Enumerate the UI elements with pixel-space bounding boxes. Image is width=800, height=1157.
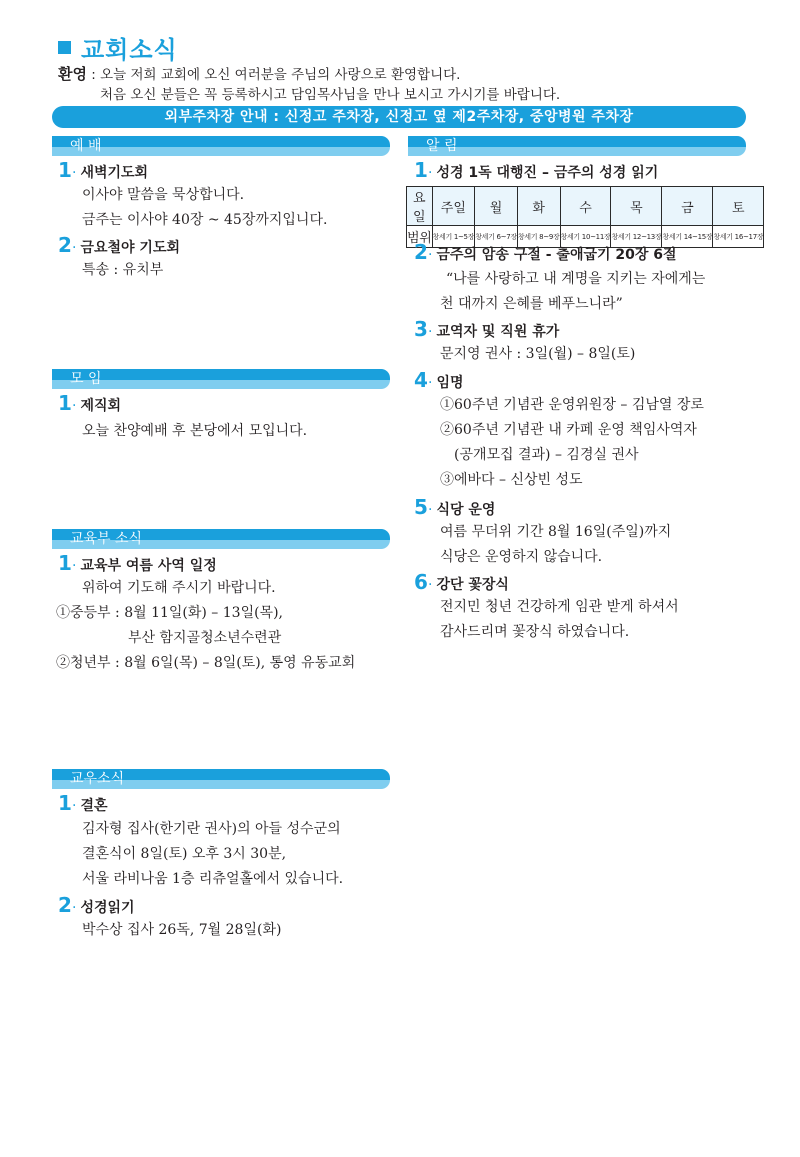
item-number: 2 [58, 233, 72, 257]
item-title: · 제직회 [72, 398, 122, 414]
welcome-label: 환영 [58, 65, 87, 83]
item-title: · 결혼 [72, 798, 108, 814]
item-body: 박수상 집사 26독, 7월 28일(화) [82, 922, 282, 938]
item-number: 1 [58, 391, 72, 415]
item-body: 위하여 기도해 주시기 바랍니다. ①중등부 : 8월 11일(화) – 13일(목), 부산 함지골청소년수련관 ②청년부 : 8월 6일(목) – 8일(토), 통영 유동교회 [56, 580, 356, 671]
item-number: 3 [414, 317, 428, 341]
item-body: ①60주년 기념관 운영위원장 – 김남열 장로 ②60주년 기념관 내 카페 운영 책임사역자 (공개모집 결과) – 김경실 권사 ③에바다 – 신상빈 성도 [440, 397, 704, 488]
table-cell: 창세기 12~13장 [611, 226, 662, 248]
item-number: 1 [414, 158, 428, 182]
section-meeting-heading: 모 임 [52, 369, 390, 389]
item-body: 문지영 권사 : 3일(월) – 8일(토) [440, 346, 636, 362]
table-cell: 창세기 14~15장 [662, 226, 713, 248]
item-number: 2 [58, 893, 72, 917]
item-body: 이사야 말씀을 묵상합니다. 금주는 이사야 40장 ~ 45장까지입니다. [82, 187, 328, 228]
table-header-cell: 금 [662, 187, 713, 226]
item-number: 5 [414, 495, 428, 519]
section-education-heading: 교육부 소식 [52, 529, 390, 549]
table-cell: 창세기 1~5장 [432, 226, 475, 248]
item-number: 1 [58, 551, 72, 575]
table-header-cell: 요일 [407, 187, 433, 226]
item-body: 특송 : 유치부 [82, 262, 164, 278]
item-title: · 금요철야 기도회 [72, 240, 180, 256]
item-title: · 식당 운영 [428, 502, 496, 518]
item-title: · 금주의 암송 구절 - 출애굽기 20장 6절 [428, 247, 677, 263]
parking-banner: 외부주차장 안내 : 신정고 주차장, 신정고 옆 제2주차장, 중앙병원 주차장 [52, 106, 746, 128]
item-number: 4 [414, 368, 428, 392]
bible-reading-table [406, 186, 764, 248]
table-cell: 창세기 6~7장 [475, 226, 518, 248]
table-cell: 창세기 8~9장 [517, 226, 560, 248]
section-members-heading: 교우소식 [52, 769, 390, 789]
section-worship-heading: 예 배 [52, 136, 390, 156]
table-cell: 창세기 10~11장 [560, 226, 611, 248]
item-body: 김자형 집사(한기란 권사)의 아들 성수군의 결혼식이 8일(토) 오후 3시 30분, 서울 라비나움 1층 리츄얼홀에서 있습니다. [82, 821, 344, 887]
item-title: · 새벽기도회 [72, 165, 149, 181]
item-title: · 강단 꽃장식 [428, 577, 509, 593]
welcome-message [58, 64, 560, 105]
welcome-line-2: 처음 오신 분들은 꼭 등록하시고 담임목사님을 만나 보시고 가시기를 바랍니다. [100, 87, 561, 103]
item-title: · 성경읽기 [72, 900, 135, 916]
section-notices-heading: 알 림 [408, 136, 746, 156]
item-body: 전지민 청년 건강하게 임관 받게 하셔서 감사드리며 꽃장식 하였습니다. [440, 599, 679, 640]
square-bullet-icon [58, 41, 71, 54]
table-header-cell: 수 [560, 187, 611, 226]
welcome-line-1: : 오늘 저희 교회에 오신 여러분을 주님의 사랑으로 환영합니다. [86, 67, 461, 83]
page-title: 교회소식 [81, 36, 178, 64]
table-header-cell: 토 [713, 187, 764, 226]
table-cell: 범위 [407, 226, 433, 248]
table-cell: 창세기 16~17장 [713, 226, 764, 248]
item-body: 오늘 찬양예배 후 본당에서 모입니다. [82, 423, 308, 439]
item-body: 여름 무더위 기간 8월 16일(주일)까지 식당은 운영하지 않습니다. [440, 524, 672, 565]
item-title: · 교육부 여름 사역 일정 [72, 558, 217, 574]
table-header-cell: 월 [475, 187, 518, 226]
item-number: 2 [414, 240, 428, 264]
table-header-cell: 주일 [432, 187, 475, 226]
table-header-cell: 목 [611, 187, 662, 226]
item-number: 1 [58, 158, 72, 182]
item-title: · 임명 [428, 375, 464, 391]
item-body: “나를 사랑하고 내 계명을 지키는 자에게는 천 대까지 은혜를 베푸느니라” [440, 271, 706, 312]
item-title: · 성경 1독 대행진 – 금주의 성경 읽기 [428, 165, 659, 181]
item-number: 1 [58, 791, 72, 815]
item-number: 6 [414, 570, 428, 594]
item-title: · 교역자 및 직원 휴가 [428, 324, 560, 340]
page-header [58, 30, 178, 65]
table-header-cell: 화 [517, 187, 560, 226]
